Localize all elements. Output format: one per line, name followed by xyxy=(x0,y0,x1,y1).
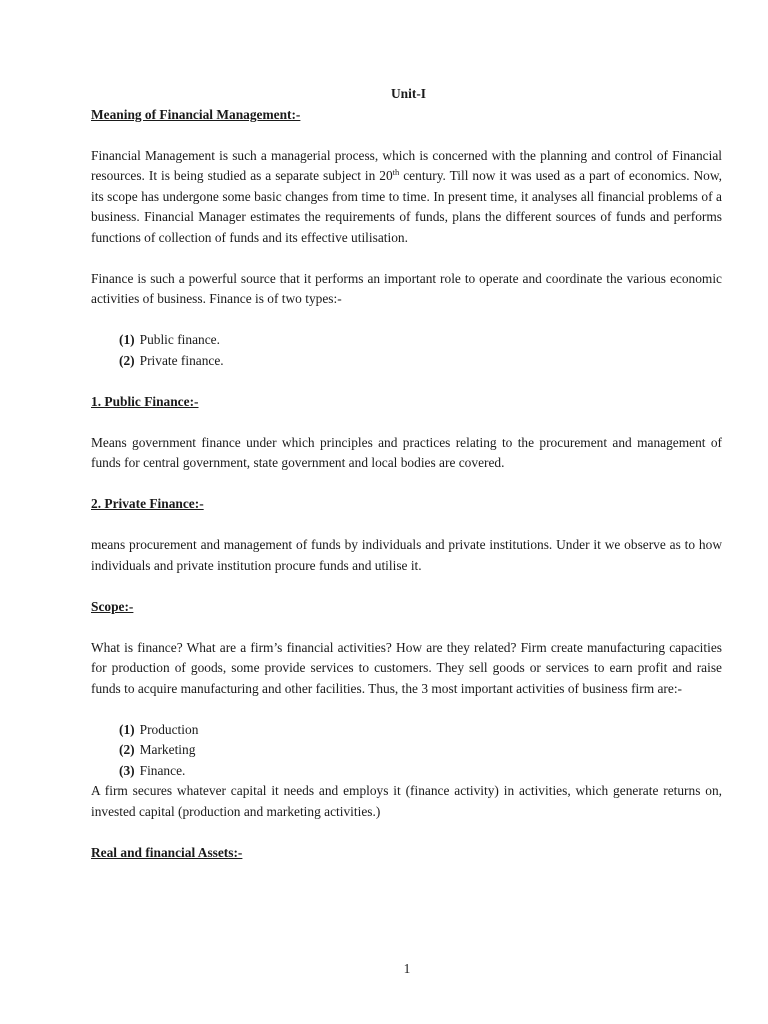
page-number: 1 xyxy=(403,961,411,976)
scope-paragraph-2: A firm secures whatever capital it needs and employs it (finance activity) in activities, which generate returns on, invested capital (production and marketing activities.) xyxy=(91,783,722,819)
list-item xyxy=(119,330,722,351)
real-assets-heading: Real and financial Assets:- xyxy=(91,844,243,860)
list-text: Marketing xyxy=(139,742,196,757)
meaning-paragraph-1 xyxy=(91,146,722,249)
private-finance-paragraph: means procurement and management of funds by individuals and private institutions. Under it we observe as to how individuals and private institution procure funds and utilise it. xyxy=(91,537,722,573)
scope-heading: Scope:- xyxy=(91,598,134,614)
list-text: Production xyxy=(139,721,199,737)
meaning-paragraph-1-part2: century. Till now it was used as a part of economics. Now, its scope has undergone some basic changes from time to time. In present time, it analyses all financial problems of a business. Financial Manager estimates the requirements of funds, plans the different sources of funds and performs functions of collection of funds and its effective utilisation. xyxy=(91,168,723,245)
list-number: (1) xyxy=(119,332,135,347)
list-text: Private finance. xyxy=(139,352,224,368)
list-number: (1) xyxy=(119,721,135,737)
meaning-heading: Meaning of Financial Management:- xyxy=(91,106,301,122)
finance-types-list xyxy=(91,330,722,371)
list-text: Public finance. xyxy=(139,332,220,347)
list-item xyxy=(119,720,722,741)
meaning-paragraph-1-part1: Financial Management is such a managerial process, which is concerned with the planning and control of Financial resources. It is being studied as a separate subject in 20 xyxy=(91,147,722,183)
list-number: (3) xyxy=(119,762,135,778)
century-superscript: th xyxy=(392,167,400,177)
list-number: (2) xyxy=(119,742,135,757)
activities-list xyxy=(91,720,722,782)
private-finance-heading: 2. Private Finance:- xyxy=(91,496,204,511)
list-item xyxy=(119,740,722,761)
list-text: Finance. xyxy=(139,762,186,778)
unit-title: Unit-I xyxy=(391,86,426,101)
list-item xyxy=(119,761,722,782)
public-finance-heading: 1. Public Finance:- xyxy=(91,393,199,409)
list-number: (2) xyxy=(119,352,135,368)
public-finance-paragraph: Means government finance under which principles and practices relating to the procurement and management of funds for central government, state government and local bodies are covered. xyxy=(91,434,722,470)
meaning-paragraph-2: Finance is such a powerful source that it performs an important role to operate and coordinate the various economic activities of business. Finance is of two types:- xyxy=(91,270,722,306)
scope-paragraph-1: What is finance? What are a firm’s financial activities? How are they related? Firm create manufacturing capacities for production of goods, some provide services to customers. They sell goods or services to earn profit and raise funds to acquire manufacturing and other facilities. Thus, the 3 most important activities of business firm are:- xyxy=(91,639,722,696)
list-item xyxy=(119,351,722,372)
